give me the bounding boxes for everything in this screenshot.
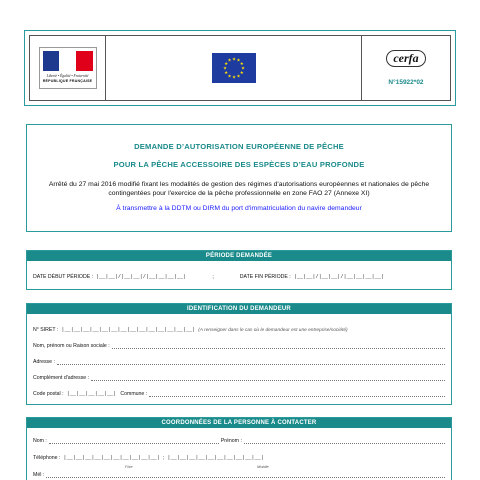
rf-name: RÉPUBLIQUE FRANÇAISE [42, 79, 93, 83]
end-date-label: DATE FIN PÉRIODE : [239, 274, 291, 280]
french-flag-icon [43, 51, 93, 71]
eu-star: ★ [239, 61, 244, 66]
eu-star: ★ [235, 57, 241, 63]
commune-field[interactable] [149, 392, 445, 397]
fixe-sublabel: Fixe [125, 464, 133, 469]
start-date-label: DATE DÉBUT PÉRIODE : [33, 274, 94, 280]
section-heading: PÉRIODE DEMANDÉE [27, 251, 451, 261]
cerfa-cell [362, 36, 450, 100]
start-date-field[interactable]: |__|__|/|__|__|/|__|__|__|__| [96, 274, 187, 280]
name-row [33, 343, 445, 349]
section-identification [26, 303, 452, 405]
section-heading: COORDONNÉES DE LA PERSONNE À CONTACTER [27, 418, 451, 428]
phone-mobile-field[interactable]: |__|__|__|__|__|__|__|__|__|__| [167, 455, 264, 461]
eu-star: ★ [240, 65, 245, 71]
form-title-box [26, 124, 452, 232]
phone-row [33, 455, 445, 461]
contact-prenom-label: Prénom : [220, 438, 242, 444]
phone-separator: ; [162, 455, 165, 461]
address-label: Adresse : [33, 359, 55, 365]
form-title-line-2: POUR LA PÊCHE ACCESSOIRE DES ESPÈCES D’EAU PROFONDE [113, 160, 365, 169]
republique-francaise-logo [39, 47, 97, 89]
siret-hint: (A renseigner dans le cas où le demandeur est une entreprise/société) [198, 328, 348, 333]
commune-label: Commune : [120, 391, 148, 397]
form-header [24, 30, 456, 106]
mobile-sublabel: Mobile [257, 464, 269, 469]
section-contact [26, 417, 452, 480]
siret-label: N° SIRET : [33, 327, 59, 333]
address2-label: Complément d'adresse : [33, 375, 90, 381]
cerfa-number: N°15922*02 [388, 79, 424, 86]
eu-star: ★ [223, 61, 228, 66]
name-field[interactable] [112, 344, 445, 349]
eu-logo-cell [106, 36, 362, 100]
section-periode [26, 250, 452, 290]
contact-nom-field[interactable] [49, 439, 219, 444]
eu-star: ★ [231, 74, 236, 80]
eu-star: ★ [226, 73, 232, 79]
contact-prenom-field[interactable] [244, 439, 445, 444]
eu-star: ★ [239, 70, 244, 75]
contact-name-row [33, 438, 445, 444]
transmit-instruction: À transmettre à la DDTM ou DIRM du port d'immatriculation du navire demandeur [116, 205, 362, 212]
mail-field[interactable] [46, 473, 445, 478]
address2-field[interactable] [91, 376, 445, 381]
periode-row [33, 274, 445, 280]
postal-code-field[interactable]: |__|__|__|__|__| [66, 391, 117, 397]
eu-star: ★ [231, 56, 236, 62]
republique-francaise-logo-cell [30, 36, 106, 100]
siret-row [33, 327, 445, 333]
address-row [33, 359, 445, 365]
name-label: Nom, prénom ou Raison sociale : [33, 343, 110, 349]
mail-row [33, 472, 445, 478]
address-field[interactable] [57, 360, 445, 365]
section-heading: IDENTIFICATION DU DEMANDEUR [27, 304, 451, 314]
eu-flag-icon [212, 53, 256, 83]
rf-motto: Liberté • Égalité • Fraternité [46, 74, 89, 78]
date-separator: ; [212, 274, 214, 280]
end-date-field[interactable]: |__|__|/|__|__|/|__|__|__|__| [293, 274, 384, 280]
decree-reference: Arrêté du 27 mai 2016 modifié fixant les modalités de gestion des régimes d'autorisations européennes et nationales de pêche contingentées pour l'exercice de la pêche professionnelle en zone FAO 27 (Annexe XI) [48, 181, 430, 197]
eu-star: ★ [235, 73, 241, 79]
form-title-line-1: DEMANDE D’AUTORISATION EUROPÉENNE DE PÊCHE [134, 142, 344, 151]
postal-label: Code postal : [33, 391, 64, 397]
eu-star: ★ [222, 65, 227, 71]
phone-label: Téléphone : [33, 455, 61, 461]
eu-star: ★ [223, 70, 228, 75]
cerfa-logo: cerfa [386, 50, 425, 67]
phone-fixe-field[interactable]: |__|__|__|__|__|__|__|__|__|__| [63, 455, 160, 461]
contact-nom-label: Nom : [33, 438, 47, 444]
address2-row [33, 375, 445, 381]
mail-label: Mél : [33, 472, 45, 478]
eu-star: ★ [226, 57, 232, 63]
siret-field[interactable]: |__|__|__|__|__|__|__|__|__|__|__|__|__|__| [61, 327, 196, 333]
postal-row [33, 391, 445, 397]
